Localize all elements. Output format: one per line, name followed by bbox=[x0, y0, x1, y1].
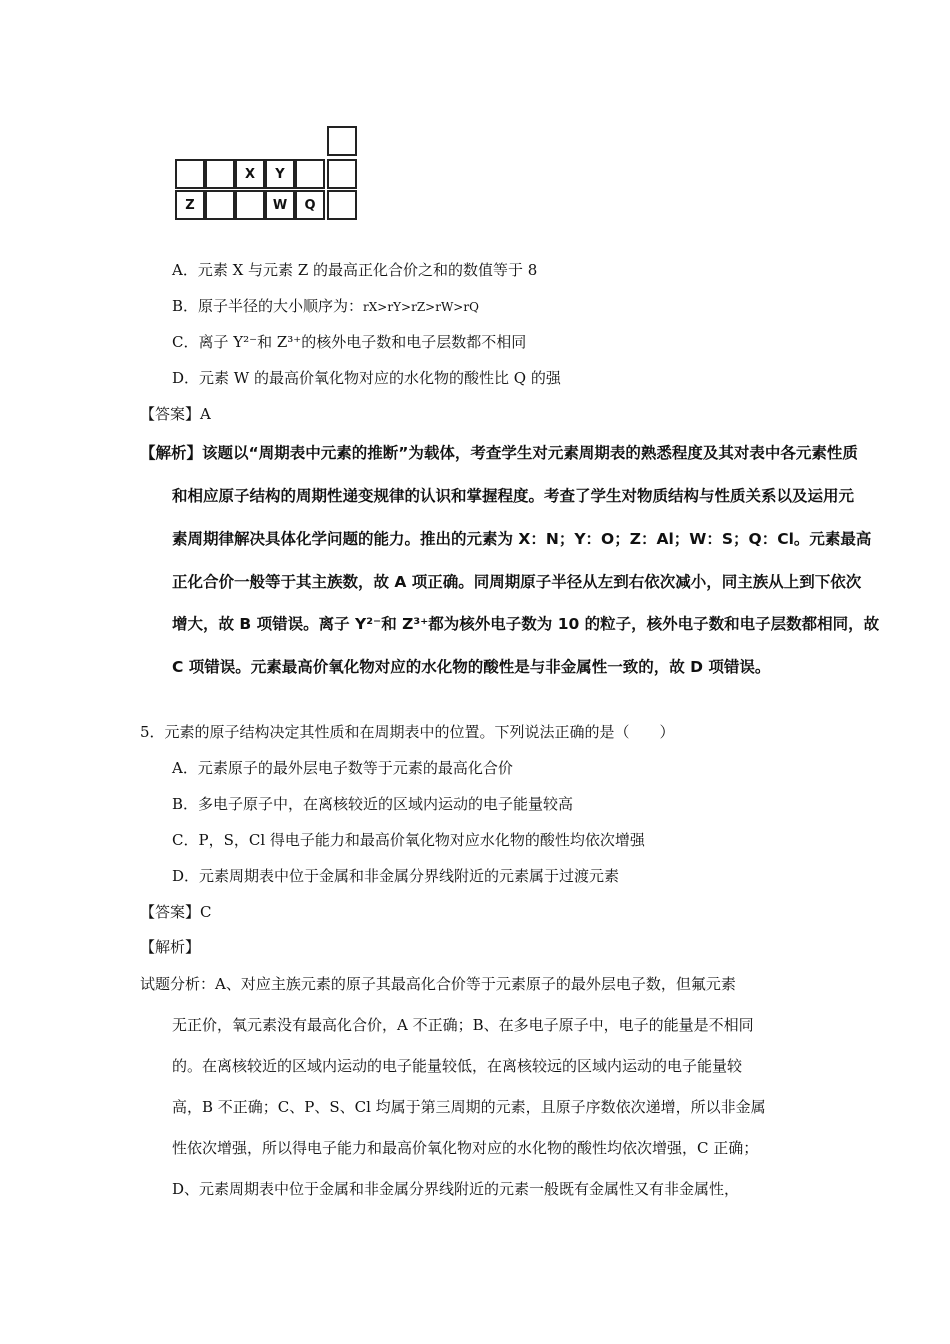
table-cell-z: Z bbox=[175, 190, 205, 220]
q4-option-b-formula: rX>rY>rZ>rW>rQ bbox=[363, 300, 479, 314]
q4-option-b bbox=[172, 296, 479, 317]
q5-option-c: C．P，S，Cl 得电子能力和最高价氧化物对应水化物的酸性均依次增强 bbox=[172, 831, 645, 849]
table-cell-w: W bbox=[265, 190, 295, 220]
q5-stem: 5．元素的原子结构决定其性质和在周期表中的位置。下列说法正确的是（ ） bbox=[140, 723, 675, 741]
q5-analysis-title: 【解析】 bbox=[140, 938, 201, 956]
table-cell-y: Y bbox=[265, 159, 295, 189]
q5-answer: 【答案】C bbox=[140, 903, 212, 921]
table-cell-x: X bbox=[235, 159, 265, 189]
q4-option-a: A．元素 X 与元素 Z 的最高正化合价之和的数值等于 8 bbox=[172, 261, 538, 279]
q4-option-b-text: B．原子半径的大小顺序为： bbox=[172, 297, 364, 315]
table-cell bbox=[205, 190, 235, 220]
q5-analysis-line: 的。在离核较近的区域内运动的电子能量较低，在离核较远的区域内运动的电子能量较 bbox=[172, 1057, 743, 1075]
q5-analysis-line: 试题分析：A、对应主族元素的原子其最高化合价等于元素原子的最外层电子数，但氟元素 bbox=[140, 975, 736, 993]
q4-option-c: C．离子 Y²⁻和 Z³⁺的核外电子数和电子层数都不相同 bbox=[172, 333, 527, 351]
table-cell bbox=[327, 159, 357, 189]
q5-analysis-line: 无正价，氧元素没有最高化合价，A 不正确；B、在多电子原子中，电子的能量是不相同 bbox=[172, 1016, 754, 1034]
q4-analysis-line: 正化合价一般等于其主族数，故 A 项正确。同周期原子半径从左到右依次减小，同主族从上到下依次 bbox=[172, 573, 862, 591]
table-cell-q: Q bbox=[295, 190, 325, 220]
q4-analysis-line: 增大，故 B 项错误。离子 Y²⁻和 Z³⁺都为核外电子数为 10 的粒子，核外电子数和电子层数都相同，故 bbox=[172, 615, 880, 633]
table-cell bbox=[295, 159, 325, 189]
table-cell bbox=[235, 190, 265, 220]
table-cell bbox=[205, 159, 235, 189]
q4-analysis-line: 【解析】该题以“周期表中元素的推断”为载体，考查学生对元素周期表的熟悉程度及其对表中各元素性质 bbox=[140, 444, 858, 462]
table-cell bbox=[327, 126, 357, 156]
q5-analysis-line: 性依次增强，所以得电子能力和最高价氧化物对应的水化物的酸性均依次增强，C 正确； bbox=[172, 1139, 759, 1157]
q5-analysis-line: 高，B 不正确；C、P、S、Cl 均属于第三周期的元素，且原子序数依次递增，所以非金属 bbox=[172, 1098, 766, 1116]
q5-option-b: B．多电子原子中，在离核较近的区域内运动的电子能量较高 bbox=[172, 795, 574, 813]
periodic-table-fragment bbox=[175, 126, 358, 226]
q5-analysis-line: D、元素周期表中位于金属和非金属分界线附近的元素一般既有金属性又有非金属性， bbox=[172, 1180, 740, 1198]
q4-analysis-line: 和相应原子结构的周期性递变规律的认识和掌握程度。考查了学生对物质结构与性质关系以及运用元 bbox=[172, 487, 855, 505]
table-cell bbox=[175, 159, 205, 189]
q4-answer: 【答案】A bbox=[140, 405, 211, 423]
table-cell bbox=[327, 190, 357, 220]
q4-analysis-line: 素周期律解决具体化学问题的能力。推出的元素为 X：N；Y：O；Z：Al；W：S；Q：Cl。元素最高 bbox=[172, 530, 872, 548]
q4-analysis-line: C 项错误。元素最高价氧化物对应的水化物的酸性是与非金属性一致的，故 D 项错误。 bbox=[172, 658, 771, 676]
q5-option-a: A．元素原子的最外层电子数等于元素的最高化合价 bbox=[172, 759, 513, 777]
q4-option-d: D．元素 W 的最高价氧化物对应的水化物的酸性比 Q 的强 bbox=[172, 369, 561, 387]
q5-option-d: D．元素周期表中位于金属和非金属分界线附近的元素属于过渡元素 bbox=[172, 867, 620, 885]
